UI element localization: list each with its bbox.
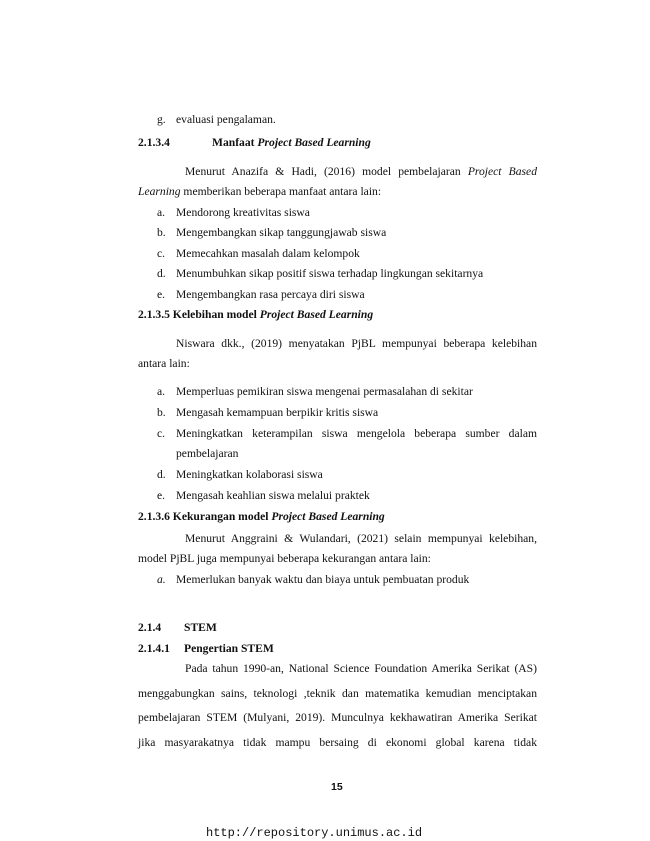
paragraph-line — [185, 532, 537, 546]
list-marker: b. — [157, 226, 166, 239]
list-item-text: Mengasah keahlian siswa melalui praktek — [176, 489, 370, 502]
paragraph-text: antara lain: — [138, 357, 190, 370]
section-number: 2.1.4.1 — [138, 642, 170, 655]
list-item — [157, 385, 473, 399]
section-label: Manfaat — [212, 136, 255, 149]
paragraph-text: Menurut Anggraini & Wulandari, (2021) selain mempunyai kelebihan, — [185, 532, 537, 545]
list-item-text: Mengembangkan sikap tanggungjawab siswa — [176, 226, 387, 239]
list-item-text: evaluasi pengalaman. — [176, 113, 276, 126]
list-item-text: Meningkatkan keterampilan siswa mengelola beberapa sumber dalam — [176, 427, 537, 440]
section-number: 2.1.4 — [138, 621, 162, 634]
list-item-text: Memerlukan banyak waktu dan biaya untuk pembuatan produk — [176, 573, 470, 586]
paragraph-text: model PjBL juga mempunyai beberapa kekurangan antara lain: — [138, 552, 431, 565]
list-marker: c. — [157, 247, 166, 260]
list-marker: a. — [157, 206, 166, 219]
list-item-text: pembelajaran — [176, 447, 239, 460]
list-item-text: Mendorong kreativitas siswa — [176, 206, 310, 219]
paragraph-text: Menurut Anazifa & Hadi, (2016) model pembelajaran — [185, 165, 461, 178]
paragraph-text: Pada tahun 1990-an, National Science Foundation Amerika Serikat (AS) — [185, 662, 537, 675]
list-marker: e. — [157, 288, 166, 301]
paragraph-line — [185, 662, 537, 676]
list-marker: g. — [157, 113, 166, 126]
list-item — [157, 267, 483, 281]
list-marker: c. — [157, 427, 166, 440]
list-item — [157, 226, 386, 240]
list-item-text: Memecahkan masalah dalam kelompok — [176, 247, 360, 260]
list-marker: d. — [157, 267, 166, 280]
list-item-text: Menumbuhkan sikap positif siswa terhadap lingkungan sekitarnya — [176, 267, 484, 280]
paragraph-line — [176, 337, 537, 351]
section-number: 2.1.3.4 — [138, 136, 170, 149]
section-label: Kelebihan model — [172, 308, 257, 321]
section-heading-2135 — [138, 308, 373, 322]
section-label: Kekurangan model — [172, 510, 269, 523]
section-title: Project Based Learning — [257, 136, 371, 149]
paragraph-line — [138, 711, 537, 725]
list-item — [157, 247, 360, 261]
list-marker: b. — [157, 406, 166, 419]
list-item — [157, 113, 276, 127]
list-item — [157, 489, 370, 503]
paragraph-text: jika masyarakatnya tidak mampu bersaing di ekonomi global karena tidak — [138, 736, 537, 749]
list-marker: a. — [157, 573, 166, 586]
list-item — [157, 406, 378, 420]
list-item-text: Mengembangkan rasa percaya diri siswa — [176, 288, 365, 301]
list-item-text: Mengasah kemampuan berpikir kritis siswa — [176, 406, 379, 419]
list-item — [157, 427, 537, 441]
list-item — [157, 573, 469, 587]
list-marker: a. — [157, 385, 166, 398]
section-heading-214 — [138, 621, 217, 635]
paragraph-italic-text: Learning — [138, 185, 181, 198]
paragraph-text: menggabungkan sains, teknologi ,teknik dan matematika kemudian menciptakan — [138, 687, 537, 700]
section-number: 2.1.3.6 — [138, 510, 170, 523]
section-heading-2141 — [138, 642, 274, 656]
section-heading-2136 — [138, 510, 385, 524]
list-item — [157, 288, 365, 302]
section-number: 2.1.3.5 — [138, 308, 170, 321]
section-title: STEM — [184, 621, 217, 634]
paragraph-text: pembelajaran STEM (Mulyani, 2019). Munculnya kekhawatiran Amerika Serikat — [138, 711, 537, 724]
paragraph-text: Niswara dkk., (2019) menyatakan PjBL mempunyai beberapa kelebihan — [176, 337, 537, 350]
paragraph-line — [138, 552, 431, 566]
paragraph-line — [138, 357, 190, 371]
list-item-continuation — [176, 447, 238, 461]
paragraph-text: memberikan beberapa manfaat antara lain: — [183, 185, 382, 198]
section-title: Pengertian STEM — [184, 642, 274, 655]
list-marker: e. — [157, 489, 166, 502]
repository-url[interactable]: http://repository.unimus.ac.id — [206, 826, 423, 840]
paragraph-line — [138, 736, 537, 750]
list-marker: d. — [157, 468, 166, 481]
list-item-text: Meningkatkan kolaborasi siswa — [176, 468, 323, 481]
section-title: Project Based Learning — [259, 308, 374, 321]
section-title: Project Based Learning — [271, 510, 385, 523]
section-heading-2134 — [138, 136, 371, 150]
list-item — [157, 206, 310, 220]
list-item — [157, 468, 323, 482]
page-number: 15 — [331, 781, 343, 793]
paragraph-italic-text: Project Based — [467, 165, 537, 178]
paragraph-line — [138, 185, 381, 199]
paragraph-line — [138, 687, 537, 701]
paragraph-line — [185, 165, 537, 179]
list-item-text: Memperluas pemikiran siswa mengenai permasalahan di sekitar — [176, 385, 473, 398]
